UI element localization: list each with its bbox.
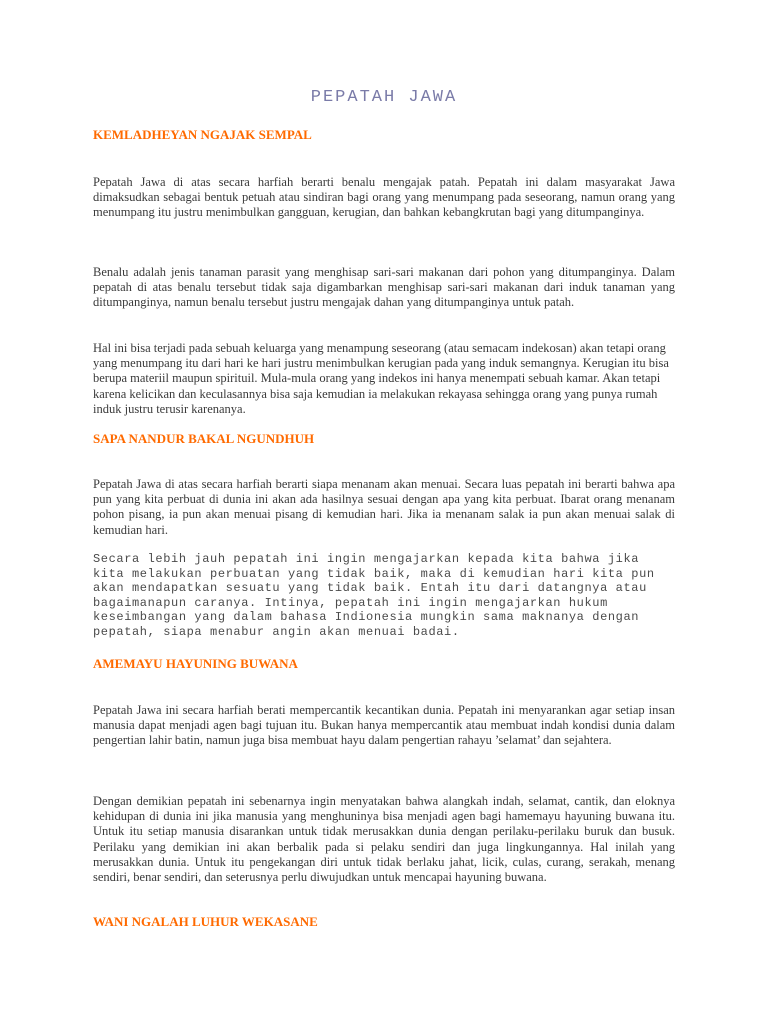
document-title: PEPATAH JAWA [310,88,458,107]
paragraph: Pepatah Jawa di atas secara harfiah berarti benalu mengajak patah. Pepatah ini dalam masyarakat Jawa dimaksudkan sebagai bentuk petuah atau sindiran bagi orang yang menumpang pada seseorang, namun orang yang menumpang itu justru menimbulkan gangguan, kerugian, dan bahkan kebangkrutan bagi yang ditumpanginya. [93,175,675,220]
paragraph: Pepatah Jawa di atas secara harfiah berarti siapa menanam akan menuai. Secara luas pepatah ini berarti bahwa apa pun yang kita perbuat di dunia ini akan ada hasilnya sesuai dengan apa yang kita perbuat. Ibarat orang menanam pohon pisang, ia pun akan menuai pisang di kemudian hari. Jika ia menanam salak ia pun akan menuai salak di kemudian hari. [93,477,675,537]
paragraph: Benalu adalah jenis tanaman parasit yang menghisap sari-sari makanan dari pohon yang ditumpanginya. Dalam pepatah di atas benalu tersebut tidak saja digambarkan menghisap sari-sari makanan dari induk tanaman yang ditumpanginya, namun benalu tersebut justru mengajak dahan yang ditumpanginya untuk patah. [93,265,675,310]
section-heading: WANI NGALAH LUHUR WEKASANE [93,914,318,929]
paragraph: Pepatah Jawa ini secara harfiah berati mempercantik kecantikan dunia. Pepatah ini menyarankan agar setiap insan manusia dapat menjadi agen bagi tujuan itu. Bukan hanya mempercantik atau membuat indah kondisi dunia dalam pengertian lahir batin, namun juga bisa membuat hayu dalam pengertian rahayu ’selamat’ dan sejahtera. [93,703,675,748]
paragraph: Hal ini bisa terjadi pada sebuah keluarga yang menampung seseorang (atau semacam indekosan) akan tetapi orang yang menumpang itu dari hari ke hari justru menimbulkan kerugian pada yang induk semangnya. Kerugian itu bisa berupa materiil maupun spirituil. Mula-mula orang yang indekos ini hanya menempati sebuah kamar. Akan tetapi karena kelicikan dan keculasannya bisa saja kemudian ia melakukan rekayasa sehingga orang yang punya rumah induk justru terusir karenanya. [93,341,669,416]
paragraph-monospace: Secara lebih jauh pepatah ini ingin mengajarkan kepada kita bahwa jika kita melakukan perbuatan yang tidak baik, maka di kemudian hari kita pun akan mendapatkan sesuatu yang tidak baik. Entah itu dari datangnya atau bagaimanapun caranya. Intinya, pepatah ini ingin mengajarkan hukum keseimbangan yang dalam bahasa Indionesia mungkin sama maknanya dengan pepatah, siapa menabur angin akan menuai badai. [93,552,655,639]
section-heading: AMEMAYU HAYUNING BUWANA [93,656,298,671]
section-heading: SAPA NANDUR BAKAL NGUNDHUH [93,431,315,446]
paragraph: Dengan demikian pepatah ini sebenarnya ingin menyatakan bahwa alangkah indah, selamat, cantik, dan eloknya kehidupan di dunia ini jika manusia yang menghuninya bisa menjadi agen bagi hamemayu hayuning buwana itu. Untuk itu setiap manusia disarankan untuk tidak merusakkan dunia dengan perilaku-perilaku buruk dan busuk. Perilaku yang demikian ini akan berbalik pada si pelaku sendiri dan juga lingkungannya. Hal inilah yang merusakkan dunia. Untuk itu pengekangan diri untuk tidak berlaku jahat, licik, culas, curang, serakah, menang sendiri, benar sendiri, dan seterusnya perlu diwujudkan untuk mencapai hayuning buwana. [93,794,675,885]
section-heading: KEMLADHEYAN NGAJAK SEMPAL [93,127,312,142]
